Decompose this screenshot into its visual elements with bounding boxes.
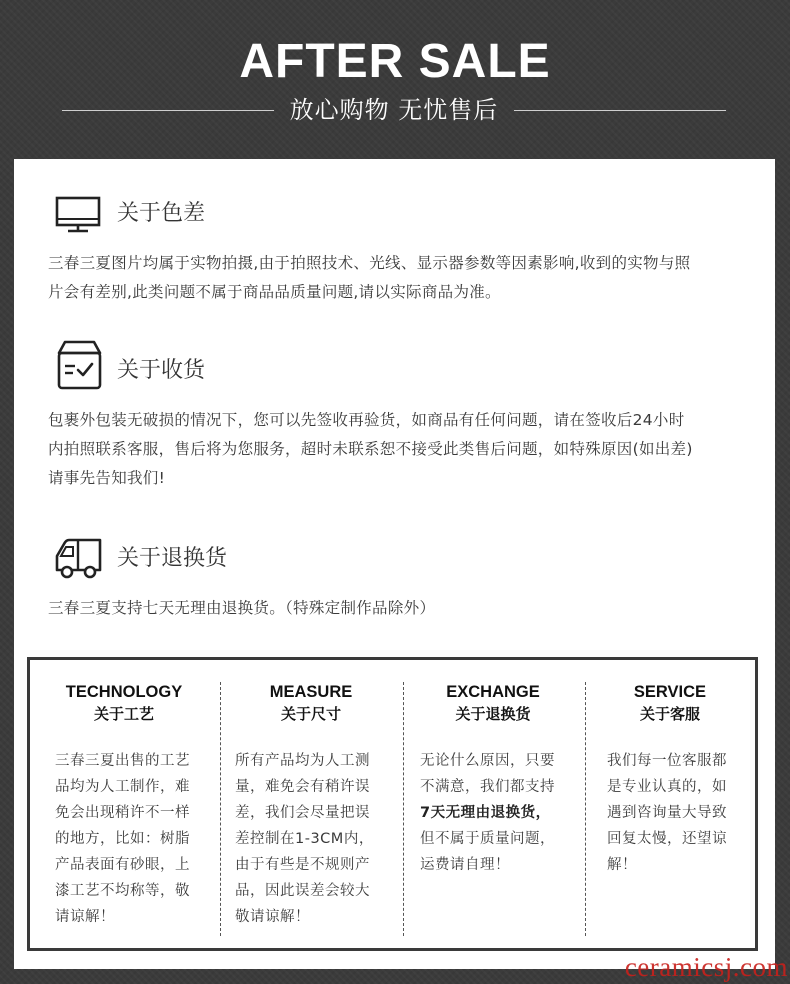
text-line: 由于有些是不规则产	[235, 857, 370, 873]
section-receiving-text	[48, 406, 748, 493]
text-line: 所有产品均为人工测	[235, 753, 370, 769]
text-line: 品均为人工制作，难	[55, 779, 190, 795]
column-title-en: TECHNOLOGY	[65, 683, 183, 701]
text-line: 三春三夏图片均属于实物拍摄,由于拍照技术、光线、显示器参数等因素影响,收到的实物与照	[48, 254, 691, 272]
text-line: 不满意，我们都支持	[420, 779, 555, 795]
column-exchange	[403, 682, 583, 932]
monitor-icon	[54, 192, 104, 242]
column-text	[420, 748, 555, 878]
policy-columns-box	[27, 657, 758, 951]
text-line: 敬请谅解！	[235, 909, 310, 925]
column-title-zh: 关于工艺	[93, 705, 154, 723]
watermark: ceramicsj.com	[624, 952, 788, 982]
text-line: 是专业认真的，如	[607, 779, 727, 795]
text-line: 差，我们会尽量把误	[235, 805, 370, 821]
column-title-zh: 关于客服	[639, 705, 700, 723]
column-technology	[30, 682, 218, 932]
section-title: 关于退换货	[117, 546, 228, 571]
column-title-en: SERVICE	[633, 683, 707, 701]
after-sale-panel	[14, 159, 775, 969]
text-line: 三春三夏出售的工艺	[55, 753, 190, 769]
column-title-zh: 关于退换货	[455, 705, 531, 723]
text-line: 片会有差别,此类问题不属于商品品质量问题,请以实际商品为准。	[48, 283, 501, 301]
text-line: 漆工艺不均称等，敬	[55, 883, 190, 899]
column-text	[607, 748, 727, 878]
section-title: 关于色差	[117, 201, 206, 226]
column-title-zh: 关于尺寸	[280, 705, 341, 723]
text-line: 但不属于质量问题，	[420, 831, 555, 847]
text-line: 请事先告知我们!	[48, 469, 166, 487]
column-text	[55, 748, 190, 930]
divider-right	[514, 110, 726, 111]
text-line: 品，因此误差会较大	[235, 883, 370, 899]
delivery-truck-icon	[54, 536, 104, 586]
text-line: 我们每一位客服都	[607, 753, 727, 769]
divider-left	[62, 110, 274, 111]
text-line: 包裹外包装无破损的情况下，您可以先签收再验货，如商品有任何问题，请在签收后24小时	[48, 411, 685, 429]
text-line: 内拍照联系客服，售后将为您服务，超时未联系恕不接受此类售后问题，如特殊原因(如出差)	[48, 440, 693, 458]
text-line: 产品表面有砂眼，上	[55, 857, 190, 873]
page-title: AFTER SALE	[239, 35, 551, 88]
column-text	[235, 748, 374, 930]
section-title: 关于收货	[117, 358, 206, 383]
page-subtitle: 放心购物 无忧售后	[289, 96, 499, 124]
text-line: 遇到咨询量大导致	[607, 805, 727, 821]
column-measure	[220, 682, 402, 932]
subtitle-row	[0, 94, 790, 126]
section-returns-text	[48, 594, 748, 623]
text-line: 回复太慢，还望谅	[607, 831, 727, 847]
text-line: 差控制在1-3CM内，	[235, 831, 374, 847]
package-check-icon	[54, 339, 104, 389]
text-line: 免会出现稍许不一样	[55, 805, 190, 821]
column-title-en: MEASURE	[269, 683, 353, 701]
text-line: 量，难免会有稍许误	[235, 779, 370, 795]
column-service	[585, 682, 755, 932]
text-line: 请谅解！	[55, 909, 115, 925]
text-line-highlight: 7天无理由退换货，	[420, 805, 551, 821]
text-line: 三春三夏支持七天无理由退换货。（特殊定制作品除外）	[48, 599, 436, 617]
column-title-en: EXCHANGE	[446, 683, 540, 701]
section-color-difference-text	[48, 249, 748, 307]
text-line: 运费请自理！	[420, 857, 510, 873]
text-line: 无论什么原因，只要	[420, 753, 555, 769]
text-line: 的地方，比如：树脂	[55, 831, 190, 847]
text-line: 解！	[607, 857, 637, 873]
